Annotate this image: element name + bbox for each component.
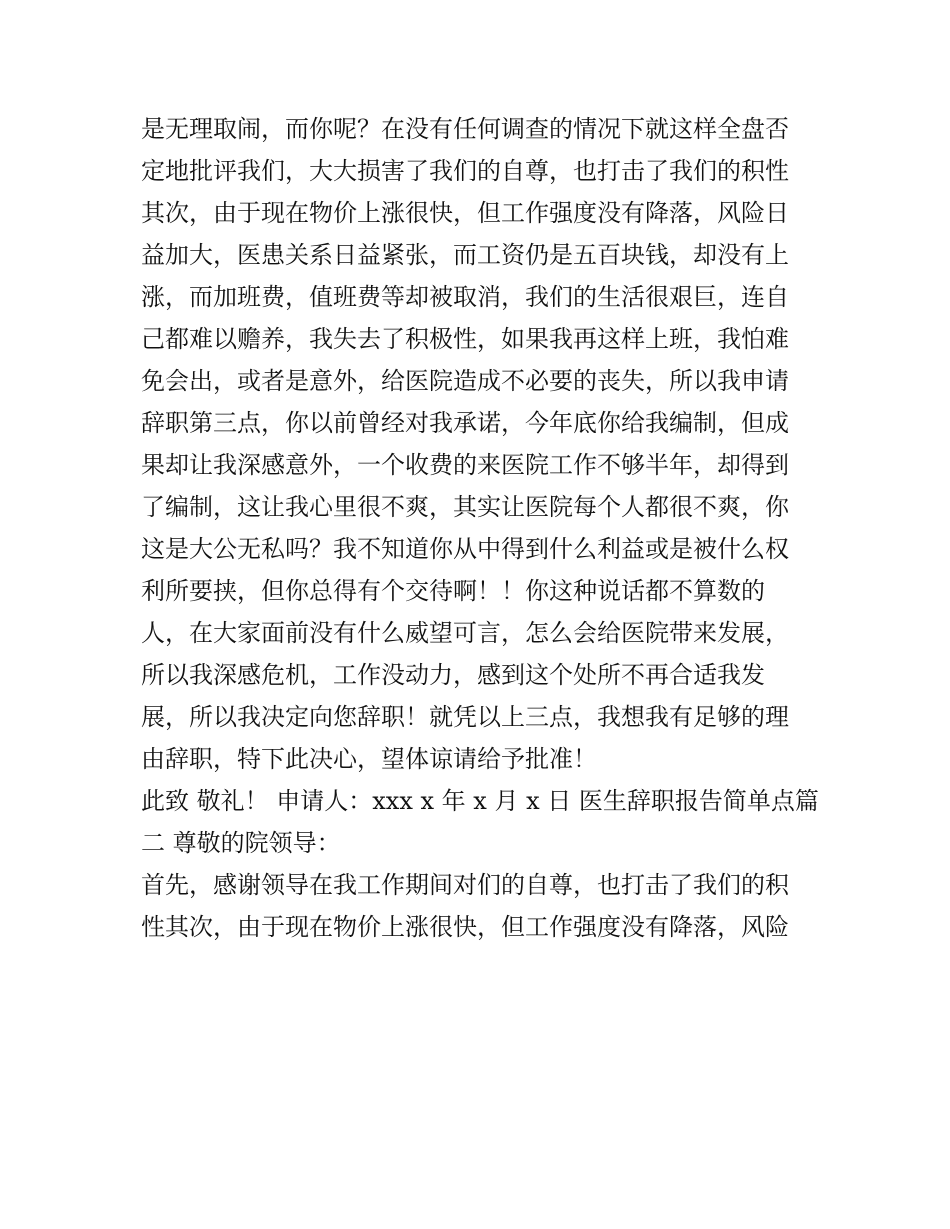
text-line: 定地批评我们，大大损害了我们的自尊，也打击了我们的积性 [141,157,789,185]
text-line: 免会出，或者是意外，给医院造成不必要的丧失，所以我申请 [141,367,789,395]
text-line: 涨，而加班费，值班费等却被取消，我们的生活很艰巨，连自 [141,283,789,311]
text-line: 展，所以我决定向您辞职！就凭以上三点，我想我有足够的理 [141,703,789,731]
text-line: 益加大，医患关系日益紧张，而工资仍是五百块钱，却没有上 [141,241,789,269]
text-line: 了编制，这让我心里很不爽，其实让医院每个人都很不爽，你 [141,493,789,521]
section-heading: 二 尊敬的院领导： [141,829,341,857]
text-line: 辞职第三点，你以前曾经对我承诺，今年底你给我编制，但成 [141,409,789,437]
text-line: 是无理取闹，而你呢？在没有任何调查的情况下就这样全盘否 [141,115,789,143]
text-line: 首先，感谢领导在我工作期间对们的自尊，也打击了我们的积 [141,871,789,899]
text-line: 性其次，由于现在物价上涨很快，但工作强度没有降落，风险 [141,913,789,941]
text-line: 由辞职，特下此决心，望体谅请给予批准！ [141,745,597,773]
closing-line: 此致 敬礼！ 申请人：xxx x 年 x 月 x 日 医生辞职报告简单点篇 [141,787,819,815]
text-line: 果却让我深感意外，一个收费的来医院工作不够半年，却得到 [141,451,789,479]
text-line: 所以我深感危机，工作没动力，感到这个处所不再合适我发 [141,661,765,689]
text-line: 利所要挟，但你总得有个交待啊！！你这种说话都不算数的 [141,577,765,605]
text-line: 这是大公无私吗？我不知道你从中得到什么利益或是被什么权 [141,535,789,563]
text-line: 人，在大家面前没有什么威望可言，怎么会给医院带来发展， [141,619,789,647]
text-line: 其次，由于现在物价上涨很快，但工作强度没有降落，风险日 [141,199,789,227]
text-line: 己都难以赡养，我失去了积极性，如果我再这样上班，我怕难 [141,325,789,353]
document-body [141,108,821,948]
